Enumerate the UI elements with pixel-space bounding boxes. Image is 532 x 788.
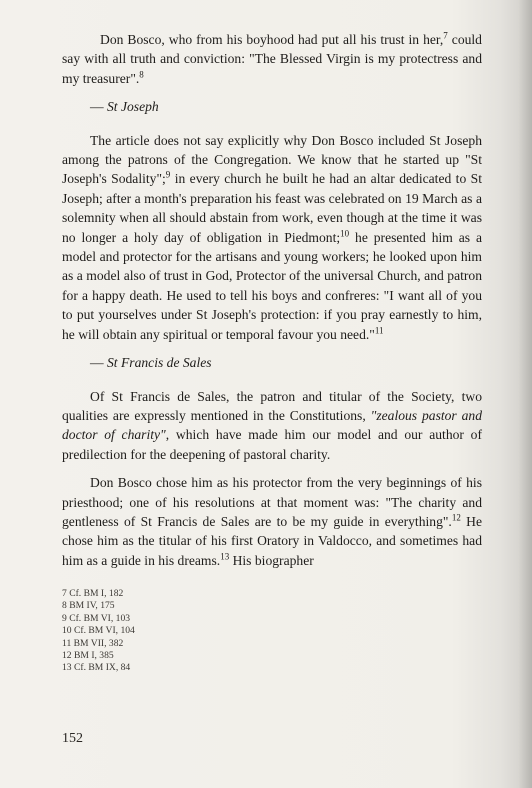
footnote: 12 BM I, 385	[62, 650, 114, 662]
footnote-ref-8: 8	[139, 69, 144, 80]
footnote: 7 Cf. BM I, 182	[62, 588, 124, 599]
footnote: 8 BM IV, 175	[62, 600, 115, 612]
paragraph-st-joseph: The article does not say explicitly why Don Bosco included St Joseph among the patrons of the Congregation. We know that he started up "St Joseph's Sodality";$^9$ in every church he built he had an altar dedicated to St Joseph; after a month's preparation his feast was celebrated on 19 March as a solemnity when all should abstain from work, even though at the time it was no longer a holy day of obligation in Piedmont;$^{10}$ he presented him as a model and protector for the artisans and young workers; he looked upon him as a model also of trust in God, Protector of the universal Church, and patron for a happy death. He used to tell his boys and confreres: "I want all of you to put yourselves under St Joseph's protection: if you pray earnestly to him, he will obtain any spiritual or temporal favour you need."$^{11}$	[62, 132, 483, 342]
section-heading-st-francis: — St Francis de Sales	[90, 355, 212, 371]
footnote-ref-7: 7	[443, 30, 448, 41]
footnote-ref-10: 10	[340, 228, 350, 239]
paragraph-st-francis-protector: Don Bosco chose him as his protector from the very beginnings of his priesthood; one of his resolutions at that moment was: "The charity and gentleness of St Francis de Sales are to be my guide in everything".$^{12}$ He chose him as the titular of his first Oratory in Valdocco, and sometimes had him as a guide in his dreams.$^{13}$ His biographer	[62, 475, 482, 568]
footnote: 13 Cf. BM IX, 84	[62, 662, 131, 674]
footnote-ref-12: 12	[451, 512, 461, 523]
paragraph-don-bosco-trust: Don Bosco, who from his boyhood had put all his trust in her,$^7$ could say with all truth and conviction: "The Blessed Virgin is my protectress and my treasurer".$^8$	[62, 30, 482, 86]
footnote: 10 Cf. BM VI, 104	[62, 625, 135, 637]
footnotes	[62, 588, 262, 675]
footnote: 11 BM VII, 382	[62, 637, 124, 649]
footnote-ref-9: 9	[165, 169, 171, 180]
body-text	[62, 30, 482, 579]
page-number: 152	[62, 731, 83, 746]
footnote-ref-11: 11	[374, 325, 384, 336]
footnote: 9 Cf. BM VI, 103	[62, 612, 131, 624]
paragraph-st-francis-qualities: Of St Francis de Sales, the patron and titular of the Society, two qualities are expressly mentioned in the Constitutions, "zealous pastor and doctor of charity", which have made him our model and our author of predilection for the deepening of pastoral charity.	[62, 388, 483, 462]
page-spine-shadow	[518, 0, 532, 788]
section-heading-st-joseph: — St Joseph	[90, 99, 159, 115]
footnote-ref-13: 13	[220, 551, 230, 562]
